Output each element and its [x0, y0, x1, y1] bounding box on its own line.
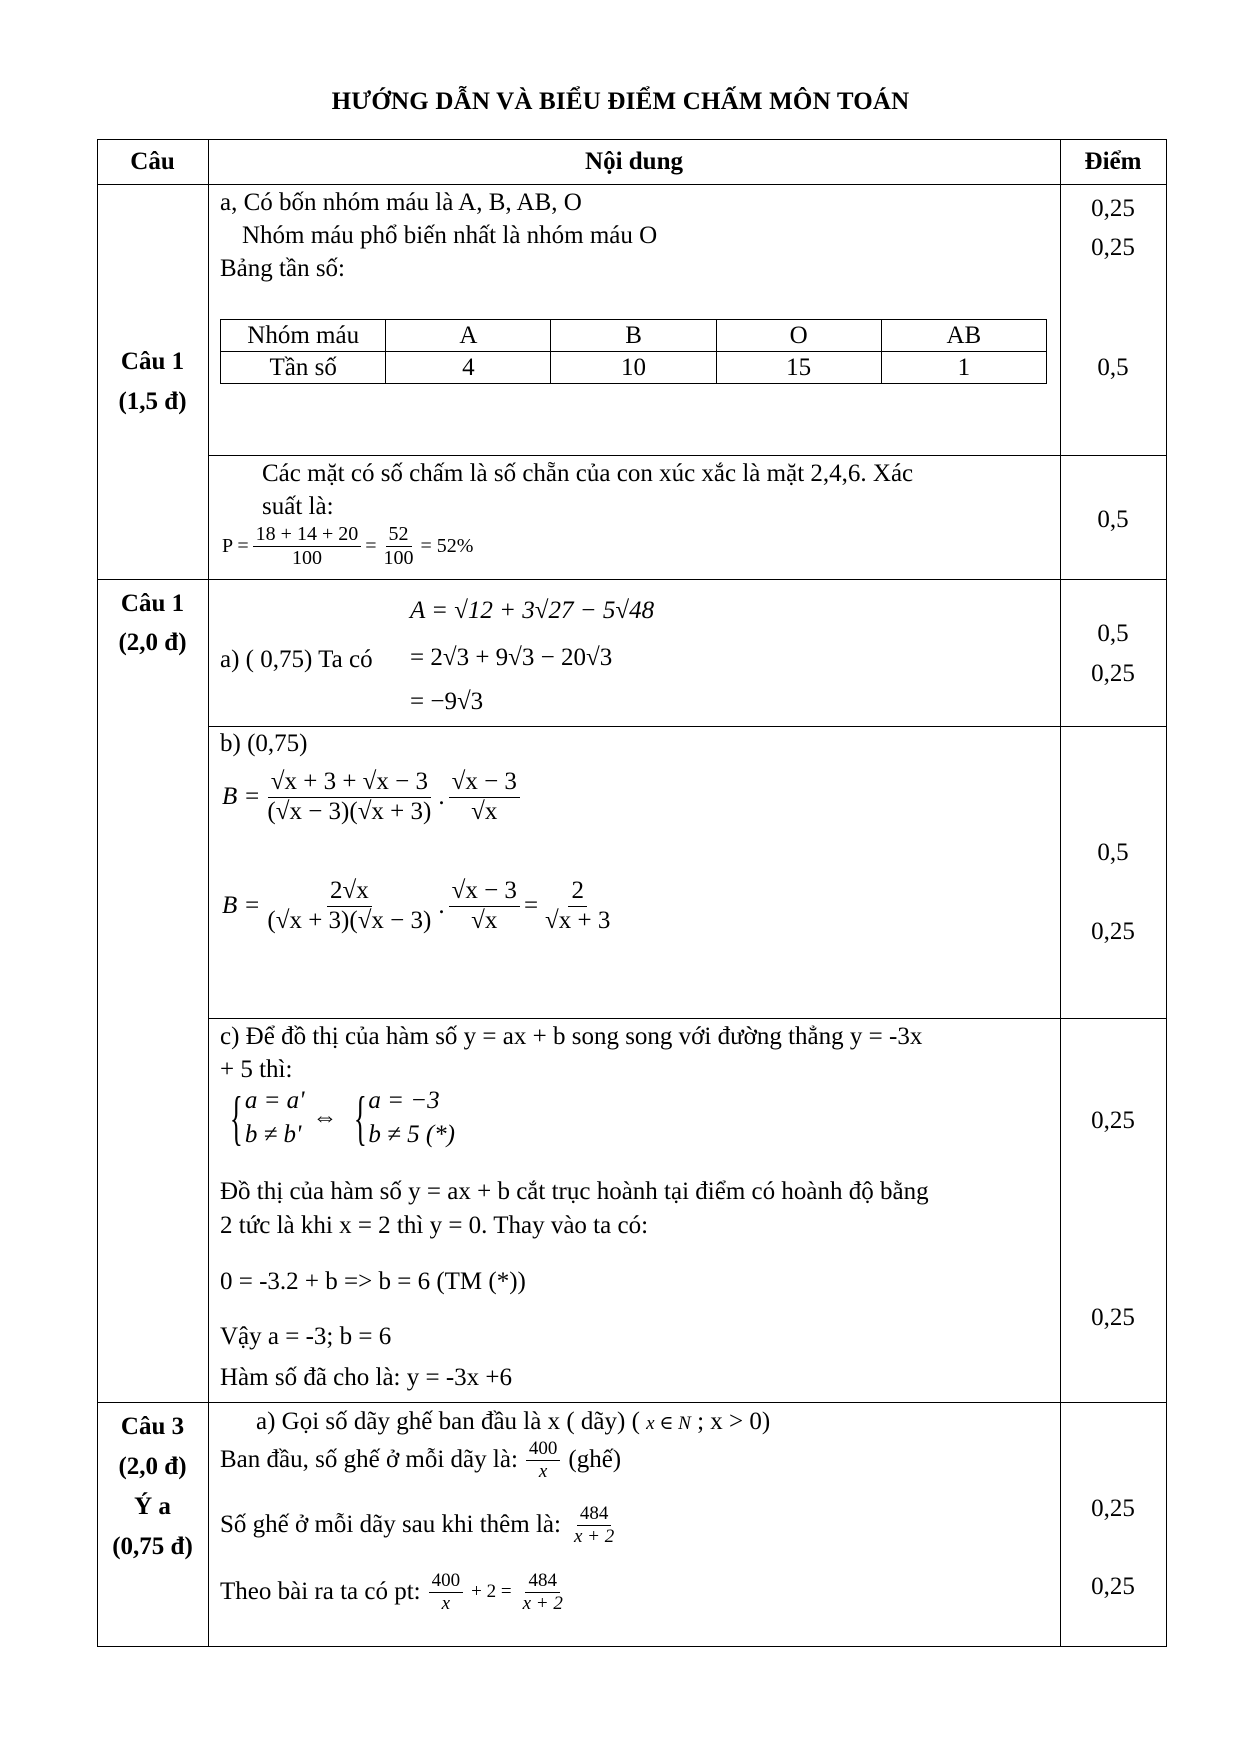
math-equation: [222, 877, 613, 936]
numerator: √x − 3: [449, 877, 520, 907]
header-diem: Điểm: [1084, 148, 1142, 175]
score: 0,25: [1091, 1107, 1135, 1134]
table-cell: 15: [716, 352, 881, 384]
denominator: (√x + 3)(√x − 3): [267, 906, 432, 934]
q1-b-line2: suất là:: [262, 493, 334, 520]
score: 0,25: [1091, 918, 1135, 945]
text: a) Gọi số dãy ghế ban đầu là x ( dãy) (: [256, 1408, 640, 1435]
column-divider: [208, 139, 209, 1646]
denominator: √x: [471, 797, 498, 825]
numerator: 2√x: [327, 877, 372, 907]
q2-c-line5: 0 = -3.2 + b => b = 6 (TM (*)): [220, 1268, 526, 1295]
formula-text: =: [365, 535, 377, 557]
numerator: 484: [577, 1503, 612, 1526]
table-border-right: [1166, 139, 1167, 1646]
fraction: [526, 1438, 561, 1483]
score: 0,25: [1091, 1495, 1135, 1522]
text: (ghế): [568, 1446, 622, 1474]
system-line: a = a': [244, 1087, 305, 1114]
denominator: √x: [471, 906, 498, 934]
table-cell: O: [716, 320, 881, 352]
q2-c-line3: Đồ thị của hàm số y = ax + b cắt trục hoành tại điểm có hoành độ bằng: [220, 1178, 929, 1205]
system-line: b ≠ b': [244, 1121, 302, 1148]
fraction: [571, 1503, 617, 1548]
frequency-table: [220, 319, 1047, 384]
formula-text: B =: [222, 783, 261, 811]
brace: {: [229, 1085, 243, 1151]
q2-c-line2: + 5 thì:: [220, 1056, 293, 1083]
math-equation: = 2√3 + 9√3 − 20√3: [410, 644, 613, 671]
denominator: √x + 3: [545, 906, 611, 934]
q3-label: Câu 3: [120, 1413, 185, 1440]
row-divider: [97, 579, 1167, 580]
header-cau: Câu: [130, 148, 175, 175]
table-cell: 4: [386, 352, 551, 384]
numerator: 400: [429, 1570, 464, 1593]
fraction: [449, 877, 520, 936]
fraction: [381, 523, 417, 570]
q3-part-points: (0,75 đ): [112, 1533, 193, 1560]
denominator: 100: [383, 547, 414, 569]
formula-text: P =: [222, 535, 249, 557]
table-border-bottom: [97, 1646, 1167, 1647]
header-divider: [97, 184, 1167, 185]
fraction: [264, 877, 434, 936]
text: ; x > 0): [697, 1408, 771, 1435]
system-line: b ≠ 5 (*): [368, 1121, 455, 1148]
system-lines: [245, 1084, 305, 1152]
math-equation: A = √12 + 3√27 − 5√48: [410, 597, 655, 624]
score: 0,5: [1097, 839, 1129, 866]
q1-a-line1: a, Có bốn nhóm máu là A, B, AB, O: [220, 189, 582, 216]
system-lines: [368, 1084, 455, 1152]
denominator: x: [441, 1592, 451, 1614]
header-noidung: Nội dung: [585, 148, 683, 175]
q2-c-line1: c) Để đồ thị của hàm số y = ax + b song song với đường thẳng y = -3x: [220, 1023, 923, 1050]
row-divider: [208, 455, 1060, 456]
q2-c-line6: Vậy a = -3; b = 6: [220, 1323, 392, 1350]
table-cell: A: [386, 320, 551, 352]
score: 0,25: [1091, 1304, 1135, 1331]
row-divider: [208, 726, 1167, 727]
q2-c-line7: Hàm số đã cho là: y = -3x +6: [220, 1364, 513, 1391]
score: 0,25: [1091, 195, 1135, 222]
table-row: [221, 352, 1047, 384]
numerator: 484: [525, 1570, 560, 1593]
numerator: 2: [568, 877, 587, 907]
score: 0,25: [1091, 1573, 1135, 1600]
text: + 2 =: [471, 1581, 512, 1603]
formula-text: .: [438, 892, 445, 920]
formula-text: =: [523, 892, 539, 920]
denominator: (√x − 3)(√x + 3): [267, 797, 432, 825]
condition: x ∈ N: [646, 1413, 691, 1434]
probability-formula: [222, 523, 473, 570]
q1-a-line3: Bảng tần số:: [220, 255, 345, 282]
numerator: √x − 3: [449, 768, 520, 798]
text: Số ghế ở mỗi dãy sau khi thêm là:: [220, 1511, 561, 1539]
fraction: [542, 877, 613, 936]
system-line: a = −3: [368, 1087, 440, 1114]
denominator: x: [538, 1460, 548, 1482]
fraction: [429, 1570, 464, 1615]
denominator: 100: [291, 547, 322, 569]
q3-line1: [256, 1408, 770, 1438]
equation-system: [222, 1084, 455, 1152]
q1-points: (1,5 đ): [118, 388, 187, 415]
table-cell: B: [551, 320, 716, 352]
page-title: HƯỚNG DẪN VÀ BIỂU ĐIỂM CHẤM MÔN TOÁN: [331, 88, 910, 115]
q1-a-line2: Nhóm máu phổ biến nhất là nhóm máu O: [242, 222, 658, 249]
table-cell: Tần số: [221, 352, 386, 384]
table-cell: 10: [551, 352, 716, 384]
table-border-top: [97, 139, 1167, 140]
score: 0,5: [1097, 354, 1129, 381]
numerator: 52: [386, 523, 412, 547]
score: 0,5: [1097, 620, 1129, 647]
q2-c-line4: 2 tức là khi x = 2 thì y = 0. Thay vào ta có:: [220, 1212, 649, 1239]
math-equation: [222, 768, 520, 827]
row-divider: [208, 1018, 1167, 1019]
q3-line2: [220, 1438, 621, 1483]
fraction: [520, 1570, 566, 1615]
score: 0,25: [1091, 660, 1135, 687]
math-equation: = −9√3: [410, 688, 484, 715]
denominator: x + 2: [522, 1592, 563, 1614]
text: Theo bài ra ta có pt:: [220, 1578, 421, 1606]
text: Ban đầu, số ghế ở mỗi dãy là:: [220, 1446, 518, 1474]
formula-text: B =: [222, 892, 261, 920]
numerator: 18 + 14 + 20: [253, 523, 362, 547]
fraction: [449, 768, 520, 827]
fraction: [253, 523, 362, 570]
denominator: x + 2: [573, 1525, 615, 1547]
brace: {: [353, 1085, 367, 1151]
fraction: [264, 768, 434, 827]
numerator: √x + 3 + √x − 3: [268, 768, 431, 798]
q3-line3: [220, 1503, 617, 1548]
score: 0,5: [1097, 506, 1129, 533]
score: 0,25: [1091, 234, 1135, 261]
q2-b-head: b) (0,75): [220, 730, 308, 757]
table-cell: 1: [881, 352, 1046, 384]
table-cell: Nhóm máu: [221, 320, 386, 352]
numerator: 400: [526, 1438, 561, 1461]
formula-text: .: [438, 783, 445, 811]
q2-a-prefix: a) ( 0,75) Ta có: [220, 646, 373, 673]
equivalence-symbol: ⇔: [312, 1104, 338, 1131]
table-cell: AB: [881, 320, 1046, 352]
q2-points: (2,0 đ): [118, 629, 187, 656]
row-divider: [1060, 455, 1167, 456]
q3-points: (2,0 đ): [118, 1453, 187, 1480]
table-row: [221, 320, 1047, 352]
formula-text: = 52%: [420, 535, 474, 557]
q2-label: Câu 1: [120, 590, 185, 617]
row-divider: [97, 1402, 1167, 1403]
q1-label: Câu 1: [120, 348, 185, 375]
q3-line4: [220, 1570, 566, 1615]
q1-b-line1: Các mặt có số chấm là số chẵn của con xúc xắc là mặt 2,4,6. Xác: [262, 460, 914, 487]
q3-part: Ý a: [134, 1493, 171, 1520]
